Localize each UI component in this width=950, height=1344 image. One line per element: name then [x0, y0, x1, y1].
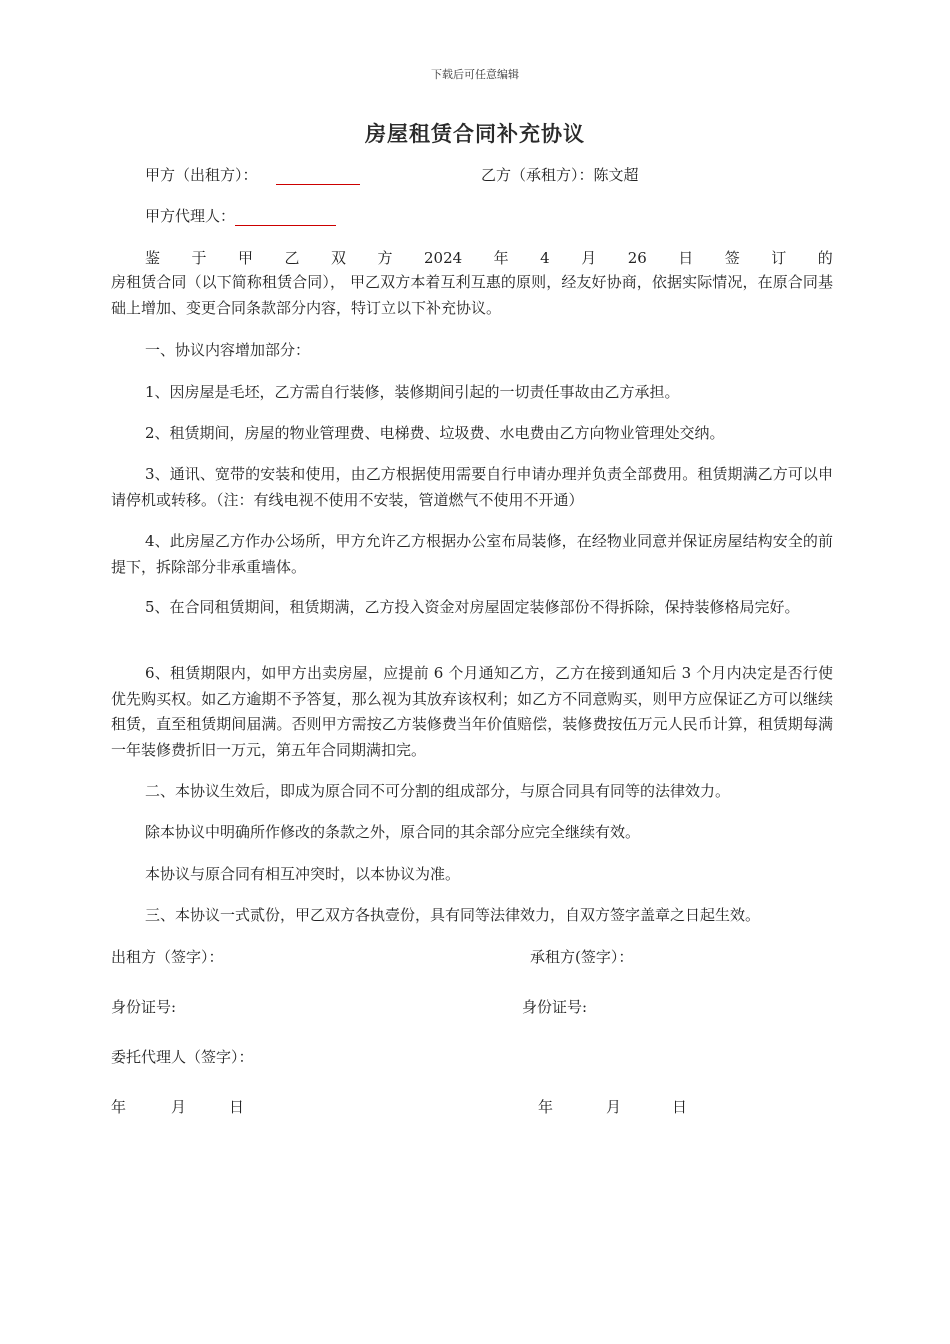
intro-spread-token: 签 [724, 249, 740, 267]
agent-signature-label: 委托代理人（签字）： [111, 1048, 254, 1066]
conflict-paragraph: 本协议与原合同有相互冲突时，以本协议为准。 [145, 865, 461, 883]
agent-label: 甲方代理人： [145, 207, 236, 225]
section3-paragraph: 三、本协议一式贰份，甲乙双方各执壹份，具有同等法律效力，自双方签字盖章之日起生效。 [145, 906, 761, 924]
intro-spread-token: 双 [331, 249, 347, 267]
intro-spread-token: 订 [771, 249, 787, 267]
date-right-year: 年 [538, 1098, 554, 1116]
agent-row [145, 206, 336, 226]
intro-spread-token: 鉴 [145, 249, 161, 267]
clause-5: 5、在合同租赁期间，租赁期满，乙方投入资金对房屋固定装修部份不得拆除，保持装修格局完好。 [145, 598, 800, 616]
lessee-signature-label: 承租方(签字）： [530, 948, 634, 966]
lessor-signature-label: 出租方（签字）： [111, 948, 224, 966]
intro-spread-token: 于 [191, 249, 207, 267]
clause-1: 1、因房屋是毛坯，乙方需自行装修，装修期间引起的一切责任事故由乙方承担。 [145, 383, 680, 401]
intro-spread-token: 年 [493, 249, 509, 267]
date-left-month: 月 [171, 1098, 187, 1116]
agent-blank[interactable] [235, 211, 336, 226]
clause-2: 2、租赁期间，房屋的物业管理费、电梯费、垃圾费、水电费由乙方向物业管理处交纳。 [145, 424, 725, 442]
clause-3: 3、通讯、宽带的安装和使用，由乙方根据使用需要自行申请办理并负责全部费用。租赁期满乙方可以申请停机或转移。（注：有线电视不使用不安装，管道燃气不使用不开通） [111, 465, 833, 509]
intro-spread-token: 乙 [284, 249, 300, 267]
clause-6: 6、租赁期限内，如甲方出卖房屋，应提前 6 个月通知乙方，乙方在接到通知后 3 个月内决定是否行使优先购买权。如乙方逾期不予答复，那么视为其放弃该权利；如乙方不同意购买，则甲方应保证乙方可以继续租赁，直至租赁期间届满。否则甲方需按乙方装修费当年价值赔偿，装修费按伍万元人民币计算，租赁期每满一年装修费折旧一万元，第五年合同期满扣完。 [111, 664, 833, 759]
lessor-id-label: 身份证号: [111, 998, 177, 1016]
intro-paragraph: 房租赁合同（以下简称租赁合同）， 甲乙双方本着互利互惠的原则，经友好协商，依据实际情况，在原合同基础上增加、变更合同条款部分内容，特订立以下补充协议。 [111, 273, 833, 317]
party-a-row [145, 165, 360, 185]
intro-spread-token: 的 [817, 249, 833, 267]
date-right [538, 1097, 687, 1117]
date-left-day: 日 [229, 1098, 245, 1116]
intro-spread-token: 日 [678, 249, 694, 267]
date-right-day: 日 [672, 1098, 688, 1116]
intro-spread-token: 甲 [238, 249, 254, 267]
intro-spread-token: 2024 [424, 249, 463, 267]
intro-spread-token: 方 [377, 249, 393, 267]
section2-paragraph: 二、本协议生效后，即成为原合同不可分割的组成部分，与原合同具有同等的法律效力。 [145, 782, 731, 800]
intro-spread-line [145, 248, 833, 268]
document-title: 房屋租赁合同补充协议 [365, 121, 585, 146]
party-a-label: 甲方（出租方）： [145, 166, 258, 184]
party-b-label: 乙方（承租方）：陈文超 [481, 166, 639, 184]
intro-spread-token: 月 [581, 249, 597, 267]
date-left-year: 年 [111, 1098, 127, 1116]
intro-spread-token: 4 [540, 249, 550, 267]
intro-spread-token: 26 [627, 249, 647, 267]
lessee-id-label: 身份证号: [522, 998, 588, 1016]
party-a-blank[interactable] [276, 170, 360, 185]
header-note: 下载后可任意编辑 [431, 68, 519, 81]
section1-heading: 一、协议内容增加部分： [145, 341, 311, 359]
date-left [111, 1097, 244, 1117]
except-paragraph: 除本协议中明确所作修改的条款之外，原合同的其余部分应完全继续有效。 [145, 823, 641, 841]
clause-4: 4、此房屋乙方作办公场所，甲方允许乙方根据办公室布局装修，在经物业同意并保证房屋结构安全的前提下，拆除部分非承重墙体。 [111, 532, 833, 576]
date-right-month: 月 [606, 1098, 622, 1116]
